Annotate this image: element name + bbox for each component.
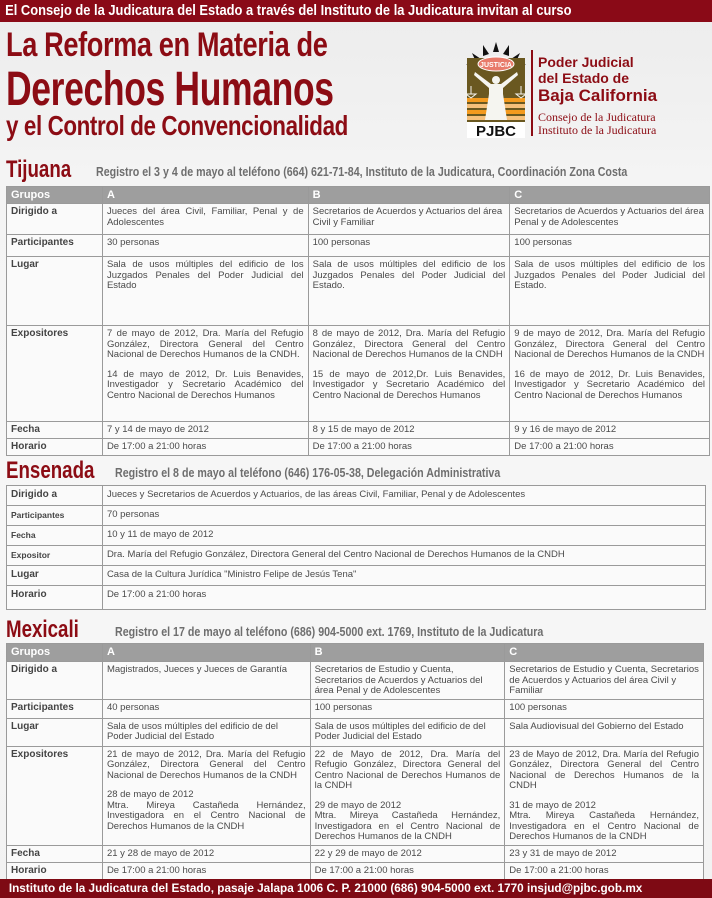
row-label: Dirigido a [7, 662, 103, 700]
table-row [7, 486, 706, 506]
row-label: Participantes [7, 506, 103, 526]
cell [510, 326, 710, 422]
row-label: Fecha [7, 526, 103, 546]
logo-divider [531, 50, 533, 136]
speaker-2: 15 de mayo de 2012,Dr. Luis Benavides, Investigador y Secretario Académico del Centro Nacional de Derechos Humanos [312, 368, 506, 401]
top-banner [0, 0, 712, 22]
table-row [7, 718, 704, 746]
title-line-2: Derechos Humanos [6, 63, 334, 116]
row-label: Participantes [7, 699, 103, 718]
row-label: Expositores [7, 326, 103, 422]
tijuana-registration: Registro el 3 y 4 de mayo al teléfono (664) 621-71-84, Instituto de la Judicatura, Coordinación Zona Costa [96, 164, 628, 179]
pjbc-logo [463, 42, 529, 138]
speaker-2: Mtra. Mireya Castañeda Hernández, Investigadora en el Centro Nacional de Derechos Humanos de la CNDH [106, 799, 306, 832]
tijuana-schedule-table [6, 186, 710, 456]
mexicali-schedule-table [6, 643, 704, 880]
row-label: Fecha [7, 845, 103, 862]
table-row [7, 546, 706, 566]
row-label: Lugar [7, 257, 103, 326]
cell [308, 326, 510, 422]
table-header-row [7, 187, 710, 204]
cell: De 17:00 a 21:00 horas [102, 586, 705, 610]
row-label: Lugar [7, 566, 103, 586]
ensenada-heading [6, 457, 501, 484]
cell: Secretarios de Acuerdos y Actuarios del área Penal y de Adolescentes [510, 204, 710, 235]
speaker-2: Mtra. Mireya Castañeda Hernández, Investigadora en el Centro Nacional de Derechos Humanos de la CNDH [509, 810, 699, 842]
row-label: Dirigido a [7, 204, 103, 235]
svg-text:PJBC: PJBC [475, 123, 517, 138]
table-row [7, 422, 710, 439]
speaker-2: Mtra. Mireya Castañeda Hernández, Investigadora en el Centro Nacional de Derechos Humanos de la CNDH [314, 810, 501, 842]
table-header-row [7, 644, 704, 662]
row-label: Expositor [7, 546, 103, 566]
row-label: Dirigido a [7, 486, 103, 506]
cell: 100 personas [510, 235, 710, 257]
header-groups: Grupos [7, 644, 103, 662]
table-row [7, 699, 704, 718]
header-group-b: B [310, 644, 505, 662]
speaker-1: 22 de Mayo de 2012, Dra. María del Refugio González, Directora General del Centro Nacional de Derechos Humanos de la CNDH [314, 748, 501, 791]
cell: Sala de usos múltiples del edificio de del Poder Judicial del Estado [310, 718, 505, 746]
cell [102, 746, 310, 845]
mexicali-registration: Registro el 17 de mayo al teléfono (686) 904-5000 ext. 1769, Instituto de la Judicatura [115, 624, 544, 639]
ensenada-schedule-table [6, 485, 706, 610]
row-label: Fecha [7, 422, 103, 439]
mexicali-heading [6, 616, 544, 643]
org-line-2: del Estado de [538, 70, 630, 86]
table-row [7, 506, 706, 526]
cell [310, 746, 505, 845]
row-label: Expositores [7, 746, 103, 845]
row-label: Horario [7, 439, 103, 456]
table-row [7, 235, 710, 257]
table-row [7, 862, 704, 879]
cell: 100 personas [308, 235, 510, 257]
svg-text:JUSTICIA: JUSTICIA [480, 62, 512, 69]
org-subline-1: Consejo de la Judicatura [538, 110, 656, 124]
city-title-tijuana: Tijuana [6, 156, 72, 183]
cell: Sala de usos múltiples del edificio de los Juzgados Penales del Poder Judicial del Estado. [308, 257, 510, 326]
banner-text: El Consejo de la Judicatura del Estado a través del Instituto de la Judicatura invitan al curso [5, 2, 572, 19]
cell: 9 y 16 de mayo de 2012 [510, 422, 710, 439]
speaker-1: 9 de mayo de 2012, Dra. María del Refugio González, Directora General del Centro Nacional de Derechos Humanos de la CNDH [514, 328, 705, 360]
organization-name [538, 54, 657, 137]
cell: De 17:00 a 21:00 horas [102, 862, 310, 879]
cell: De 17:00 a 21:00 horas [510, 439, 710, 456]
header-group-a: A [102, 644, 310, 662]
header-group-c: C [505, 644, 704, 662]
speaker-1: 23 de Mayo de 2012, Dra. María del Refugio González, Directora General del Centro Nacional de Derechos Humanos de la CNDH [509, 748, 699, 791]
speaker-1: 7 de mayo de 2012, Dra. María del Refugio González, Directora General del Centro Nacional de Derechos Humanos de la CNDH. [106, 328, 304, 360]
speaker-1: 8 de mayo de 2012, Dra. María del Refugio González, Directora General del Centro Nacional de Derechos Humanos de la CNDH [312, 328, 506, 360]
header-group-b: B [308, 187, 510, 204]
cell: Casa de la Cultura Jurídica "Ministro Felipe de Jesús Tena" [102, 566, 705, 586]
cell: 21 y 28 de mayo de 2012 [102, 845, 310, 862]
speaker-2: 14 de mayo de 2012, Dr. Luis Benavides, Investigador y Secretario Académico del Centro Nacional de Derechos Humanos [106, 368, 304, 401]
table-row [7, 566, 706, 586]
cell: Dra. María del Refugio González, Directora General del Centro Nacional de Derechos Humanos de la CNDH [102, 546, 705, 566]
table-row [7, 526, 706, 546]
tijuana-heading [6, 156, 628, 183]
cell: De 17:00 a 21:00 horas [505, 862, 704, 879]
org-line-1: Poder Judicial [538, 54, 634, 70]
cell: 30 personas [102, 235, 308, 257]
table-row [7, 326, 710, 422]
cell: Jueces del área Civil, Familiar, Penal y de Adolescentes [102, 204, 308, 235]
cell: Secretarios de Estudio y Cuenta, Secretarios de Acuerdos y Actuarios del área Penal y de Adolescentes [310, 662, 505, 700]
cell: 23 y 31 de mayo de 2012 [505, 845, 704, 862]
cell: Secretarios de Estudio y Cuenta, Secretarios de Acuerdos y Actuarios del área Civil y Familiar [505, 662, 704, 700]
title-line-1: La Reforma en Materia de [6, 26, 328, 64]
org-line-3: Baja California [538, 86, 658, 105]
cell: Magistrados, Jueces y Jueces de Garantía [102, 662, 310, 700]
table-row [7, 746, 704, 845]
cell: 22 y 29 de mayo de 2012 [310, 845, 505, 862]
header-groups: Grupos [7, 187, 103, 204]
cell: Sala de usos múltiples del edificio de los Juzgados Penales del Poder Judicial del Estado [102, 257, 308, 326]
justice-emblem-icon [463, 42, 529, 138]
cell: Sala de usos múltiples del edificio de los Juzgados Penales del Poder Judicial del Estado. [510, 257, 710, 326]
row-label: Lugar [7, 718, 103, 746]
city-title-ensenada: Ensenada [6, 457, 95, 484]
header-group-c: C [510, 187, 710, 204]
speaker-2-date: 29 de mayo de 2012 [314, 799, 402, 811]
city-title-mexicali: Mexicali [6, 616, 79, 643]
cell: Sala de usos múltiples del edificio de del Poder Judicial del Estado [102, 718, 310, 746]
cell: Sala Audiovisual del Gobierno del Estado [505, 718, 704, 746]
footer-contact-bar [0, 879, 712, 898]
speaker-2-date: 28 de mayo de 2012 [106, 789, 194, 800]
speaker-2: 16 de mayo de 2012, Dr. Luis Benavides, Investigador y Secretario Académico del Centro Nacional de Derechos Humanos [514, 368, 705, 401]
speaker-2-date: 31 de mayo de 2012 [509, 799, 596, 811]
cell [102, 326, 308, 422]
cell: 70 personas [102, 506, 705, 526]
table-row [7, 257, 710, 326]
table-row [7, 845, 704, 862]
cell: De 17:00 a 21:00 horas [102, 439, 308, 456]
speaker-1: 21 de mayo de 2012, Dra. María del Refugio González, Directora General del Centro Nacional de Derechos Humanos de la CNDH [106, 748, 306, 781]
table-row [7, 586, 706, 610]
ensenada-registration: Registro el 8 de mayo al teléfono (646) 176-05-38, Delegación Administrativa [115, 465, 501, 480]
footer-text: Instituto de la Judicatura del Estado, pasaje Jalapa 1006 C. P. 21000 (686) 904-5000 ext. 1770 insjud@pjbc.gob.mx [8, 881, 643, 895]
cell: 7 y 14 de mayo de 2012 [102, 422, 308, 439]
table-row [7, 204, 710, 235]
cell: Jueces y Secretarios de Acuerdos y Actuarios, de las áreas Civil, Familiar, Penal y de Adolescentes [102, 486, 705, 506]
table-row [7, 662, 704, 700]
cell: 10 y 11 de mayo de 2012 [102, 526, 705, 546]
table-row [7, 439, 710, 456]
row-label: Horario [7, 586, 103, 610]
cell: De 17:00 a 21:00 horas [308, 439, 510, 456]
cell [505, 746, 704, 845]
cell: Secretarios de Acuerdos y Actuarios del área Civil y Familiar [308, 204, 510, 235]
header-group-a: A [102, 187, 308, 204]
cell: De 17:00 a 21:00 horas [310, 862, 505, 879]
cell: 40 personas [102, 699, 310, 718]
cell: 8 y 15 de mayo de 2012 [308, 422, 510, 439]
cell: 100 personas [310, 699, 505, 718]
title-line-3: y el Control de Convencionalidad [6, 110, 348, 141]
cell: 100 personas [505, 699, 704, 718]
row-label: Participantes [7, 235, 103, 257]
org-subline-2: Instituto de la Judicatura [538, 123, 657, 137]
row-label: Horario [7, 862, 103, 879]
